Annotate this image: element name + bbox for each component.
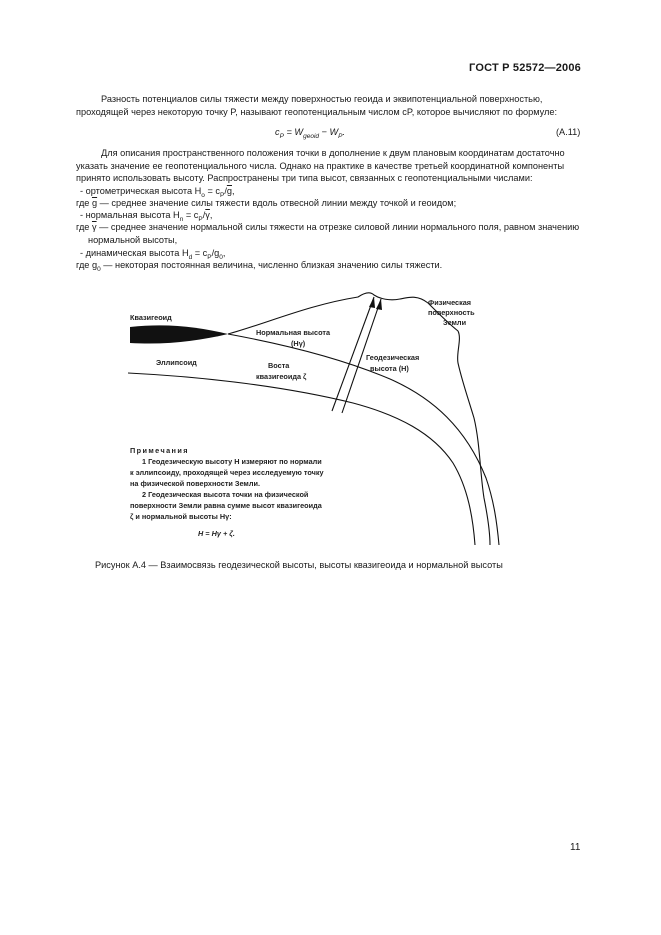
- list-dynamic: - динамическая высота $H_d = c_P/g_0$,: [80, 248, 226, 261]
- label-quasigeoid-height-1: Воста: [268, 361, 290, 370]
- note2-line2: поверхности Земли равна сумме высот квазигеоида: [130, 501, 322, 510]
- label-physical-1: Физическая: [428, 298, 472, 307]
- label-physical-3: Земли: [443, 318, 467, 327]
- label-normal-height-1: Нормальная высота: [256, 328, 331, 337]
- note1-line3: на физической поверхности Земли.: [130, 479, 260, 488]
- definition-gamma: где $\overline{\gamma}$ — среднее значение нормальной силы тяжести на отрезке силовой линии нормального поля, равном значению нормальной высоты,: [76, 222, 580, 245]
- note2-line3: ζ и нормальной высоты Hγ:: [130, 512, 232, 521]
- definition-g0: где $g_0$ — некоторая постоянная величина, численно близкая значению силы тяжести.: [76, 260, 443, 273]
- note1-line1: 1 Геодезическую высоту H измеряют по нормали: [142, 457, 322, 466]
- figure-caption: Рисунок А.4 — Взаимосвязь геодезической высоты, высоты квазигеоида и нормальной высоты: [95, 560, 503, 570]
- label-geodetic-2: высота (H): [370, 364, 409, 373]
- label-quasigeoid: Квазигеоид: [130, 313, 172, 322]
- label-geodetic-1: Геодезическая: [366, 353, 420, 362]
- label-physical-2: поверхность: [428, 308, 475, 317]
- paragraph-geopotential: Разность потенциалов силы тяжести между поверхностью геоида и эквипотенциальной поверхностью, проходящей через некоторую точку P, называют геопотенциальным числом cP, которое вычисляют по формуле:: [76, 94, 558, 117]
- note2-line1: 2 Геодезическая высота точки на физической: [142, 490, 309, 499]
- equation-number: (A.11): [556, 127, 581, 137]
- standard-header: ГОСТ Р 52572—2006: [469, 62, 581, 74]
- geodetic-height-arrowhead: [376, 299, 382, 310]
- label-ellipsoid: Эллипсоид: [156, 358, 197, 367]
- formula-geopotential: $c_P = W_{geoid} - W_P$.: [275, 127, 346, 140]
- note2-formula: H = Hγ + ζ.: [198, 529, 235, 538]
- paragraph-heights: Для описания пространственного положения точки в дополнение к двум плановым координатам достаточно указать значение ее геопотенциального числа. Однако на практике в качестве третьей координатной компоненты принято использовать высоту. Распространены три типа высот, связанных с геопотенциальными числами:: [76, 148, 565, 184]
- figure-heights-diagram: [128, 283, 528, 556]
- notes-title: Примечания: [130, 446, 189, 455]
- label-quasigeoid-height-2: квазигеоида ζ: [256, 372, 307, 381]
- list-orthometric: - ортометрическая высота $H_o = c_P/\overline{g}$,: [80, 186, 235, 199]
- list-normal: - нормальная высота $H_n = c_P/\overline{\gamma}$,: [80, 210, 213, 223]
- note1-line2: к эллипсоиду, проходящей через исследуемую точку: [130, 468, 324, 477]
- definition-gbar: где $\overline{g}$ — среднее значение силы тяжести вдоль отвесной линии между точкой и геоидом;: [76, 198, 457, 208]
- heights-diagram-svg: [128, 283, 528, 551]
- label-normal-height-2: (Hγ): [291, 339, 306, 348]
- quasigeoid-wedge: [130, 325, 228, 343]
- normal-height-arrowhead: [369, 297, 375, 308]
- page-number: 11: [570, 842, 581, 853]
